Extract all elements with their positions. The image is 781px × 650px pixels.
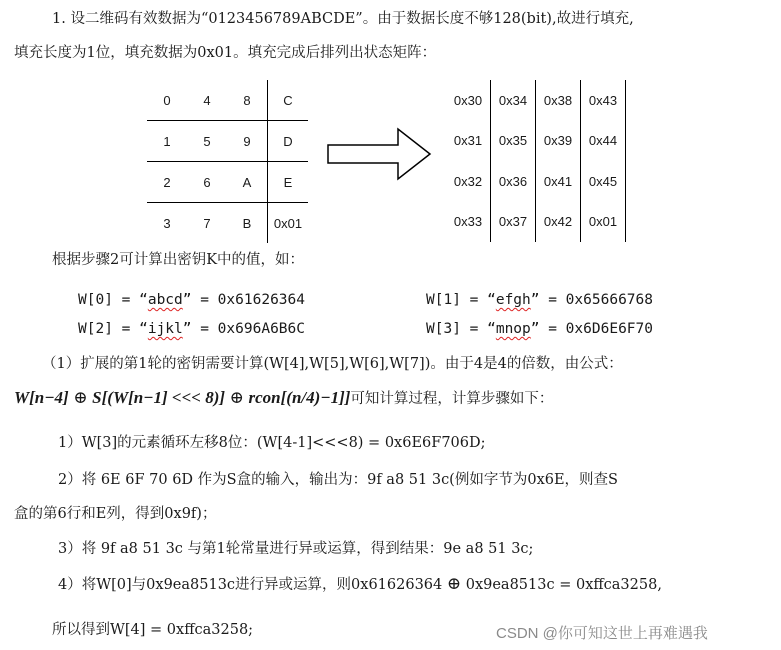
intro-line-2: 填充长度为1位，填充数据为0x01。填充完成后排列出状态矩阵： [14,45,437,61]
step-2b: 盒的第6行和E列，得到0x9f)； [14,506,217,522]
matrix-row [446,80,626,121]
source-cell: 2 [147,162,187,203]
matrix-row [446,161,626,202]
key-word-value: ” = 0x65666768 [530,292,653,308]
matrix-cell: 0x31 [453,133,483,149]
xor-symbol: ⊕ [229,388,244,408]
source-cell: 5 [187,121,227,162]
key-word-w0 [78,290,305,310]
source-cell: 7 [203,215,211,231]
source-cell: B [242,215,252,231]
key-word-label: W[2] = “ [78,321,148,337]
xor-symbol: ⊕ [446,574,462,594]
source-cell: D [268,121,309,162]
expansion-line-1: （1）扩展的第1轮的密钥需要计算(W[4],W[5],W[6],W[7])。由于4是4的倍数，由公式： [42,356,623,372]
matrix-cell: 0x42 [536,202,581,243]
step-4 [58,574,662,595]
matrix-cell: 0x33 [453,214,483,230]
formula-part-c: rcon[(n/4)−1]] [248,388,351,407]
step-4-part-a: 4）将W[0]与0x9ea8513c进行异或运算，则0x61626364 [58,577,443,593]
step-1: 1）W[3]的元素循环左移8位：(W[4-1]<<<8) = 0x6E6F706D; [58,435,486,451]
matrix-cell: 0x01 [581,202,626,243]
matrix-cell: 0x32 [453,173,483,189]
matrix-cell: 0x44 [581,121,626,162]
watermark: CSDN @你可知这世上再难遇我 [496,625,708,642]
step-4-part-b: 0x9ea8513c = 0xffca3258, [465,577,662,593]
step-3: 3）将 9f a8 51 3c 与第1轮常量进行异或运算，得到结果：9e a8 51 3c; [58,541,534,557]
right-arrow-icon [326,126,434,182]
source-cell: E [268,162,309,203]
source-cell: 8 [227,80,268,121]
matrix-cell: 0x38 [536,80,581,121]
source-grid [147,80,308,243]
key-word-label: W[0] = “ [78,292,148,308]
key-word-value: ” = 0x61626364 [182,292,305,308]
key-word-value: ” = 0x696A6B6C [182,321,305,337]
source-row [147,162,308,203]
matrix-cell: 0x41 [536,161,581,202]
source-row [147,203,308,244]
matrix-cell: 0x37 [491,202,536,243]
matrix-cell: 0x35 [491,121,536,162]
state-matrix [446,80,626,242]
source-cell: 9 [227,121,268,162]
key-word-w1 [426,290,653,310]
key-word-text: abcd [147,292,183,308]
key-word-w3 [426,319,653,339]
source-cell: 6 [187,162,227,203]
matrix-cell: 0x30 [453,92,483,108]
formula-tail: 可知计算过程，计算步骤如下： [350,391,554,407]
source-cell: A [227,162,268,203]
formula-part-a: W[n−4] [14,388,69,407]
source-cell: 0 [147,80,187,121]
key-word-w2 [78,319,305,339]
key-intro: 根据步骤2可计算出密钥K中的值，如： [52,252,305,268]
xor-symbol: ⊕ [73,388,88,408]
step-2a: 2）将 6E 6F 70 6D 作为S盒的输入，输出为：9f a8 51 3c(例如字节为0x6E，则查S [58,472,618,488]
matrix-cell: 0x45 [581,161,626,202]
source-cell: 0x01 [268,203,309,244]
source-cell: 3 [163,215,171,231]
formula-part-b: S[(W[n−1] <<< 8)] [92,388,226,407]
source-cell: C [268,80,309,121]
source-row [147,80,308,121]
source-cell: 4 [187,80,227,121]
key-word-text: efgh [495,292,531,308]
matrix-row [446,121,626,162]
matrix-cell: 0x36 [491,161,536,202]
matrix-cell: 0x39 [536,121,581,162]
source-row [147,121,308,162]
matrix-cell: 0x43 [581,80,626,121]
source-cell: 1 [147,121,187,162]
expansion-formula-line [14,388,553,409]
key-word-text: ijkl [147,321,183,337]
key-word-label: W[1] = “ [426,292,496,308]
key-word-label: W[3] = “ [426,321,496,337]
step-5: 所以得到W[4] = 0xffca3258; [52,622,254,638]
matrix-row [446,202,626,243]
matrix-cell: 0x34 [491,80,536,121]
key-word-text: mnop [495,321,531,337]
key-word-value: ” = 0x6D6E6F70 [530,321,653,337]
intro-line-1: 1. 设二维码有效数据为“0123456789ABCDE”。由于数据长度不够128(bit),故进行填充, [52,11,634,27]
